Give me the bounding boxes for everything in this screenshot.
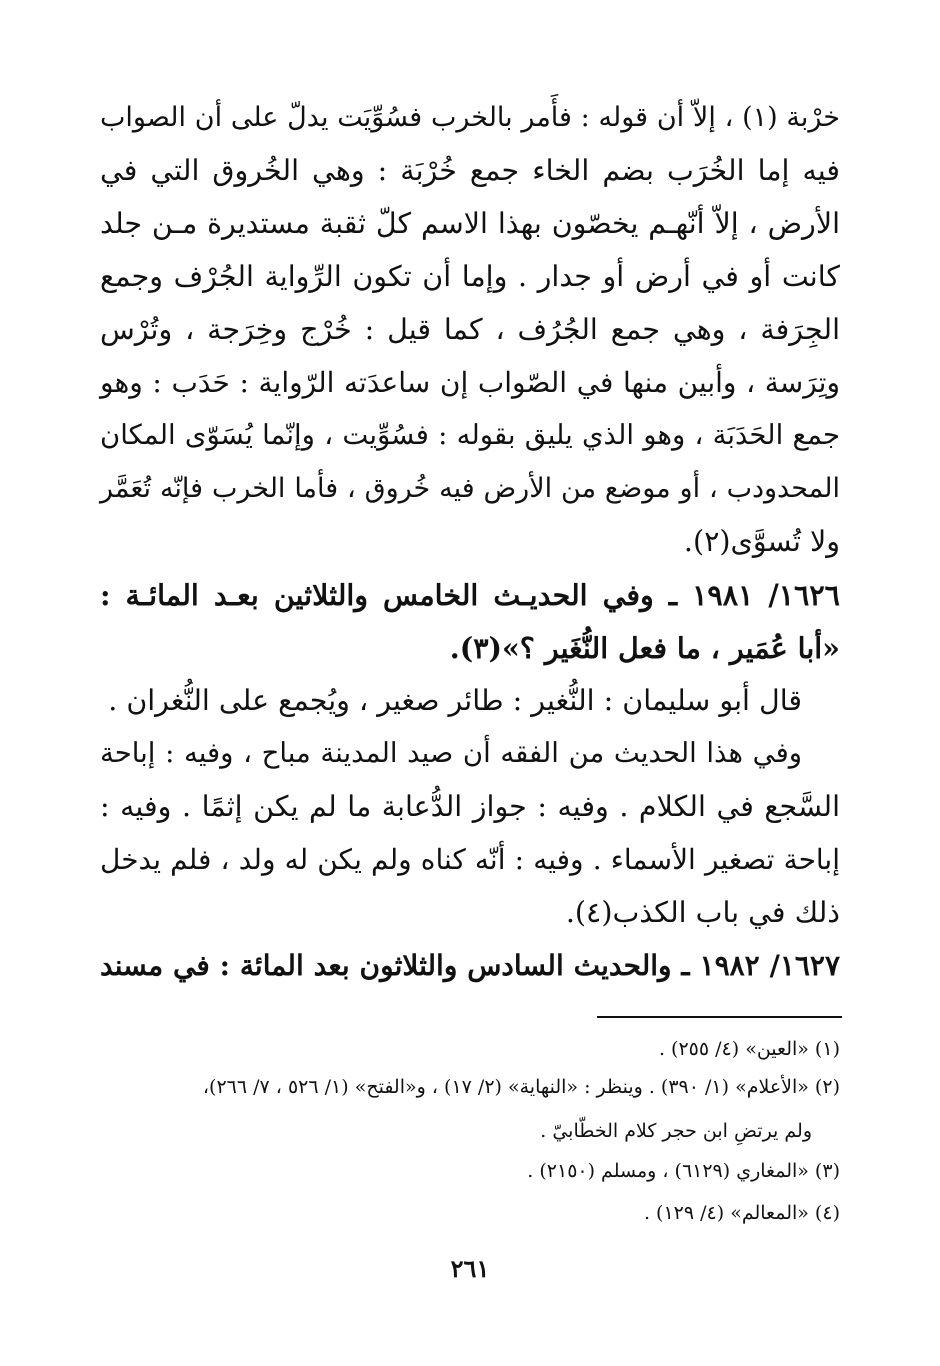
- footnote-4: (٤) «المعالم» (٤/ ١٢٩) .: [643, 1202, 840, 1224]
- body-line-6: وتِرَسة ، وأبين منها في الصّواب إن ساعدَته الرّواية : حَدَب : وهو: [100, 366, 840, 399]
- hadith-text-1626: «أبا عُمَير ، ما فعل النُّغَير ؟»(٣).: [449, 631, 840, 665]
- body-line-8: المحدودب ، أو موضع من الأرض فيه خُروق ، فأما الخرب فإنّه تُعَمَّر: [100, 473, 840, 504]
- commentary-line-1: قال أبو سليمان : النُّغير : طائر صغير ، ويُجمع على النُّغران .: [108, 684, 802, 717]
- body-line-9: ولا تُسوَّى(٢).: [683, 525, 840, 558]
- commentary-line-5: ذلك في باب الكذب(٤).: [565, 896, 840, 929]
- body-line-5: الجِرَفة ، وهي جمع الجُرُف ، كما قيل : خُرْج وخِرَجة ، وتُرْس: [100, 313, 840, 346]
- footnote-3: (٣) «المغاري (٦١٢٩) ، ومسلم (٢١٥٠) .: [527, 1160, 840, 1182]
- footnote-2-continuation: ولم يرتضِ ابن حجر كلام الخطّابيّ .: [540, 1120, 812, 1142]
- commentary-line-3: السَّجع في الكلام . وفيه : جواز الدُّعابة ما لم يكن إثمًا . وفيه :: [100, 790, 840, 823]
- body-line-3: الأرض ، إلاّ أنّهـم يخصّون بهذا الاسم كلّ ثقبة مستديرة مـن جلد: [100, 207, 840, 240]
- footnote-separator: [597, 1016, 842, 1018]
- body-line-4: كانت أو في أرض أو جدار . وإما أن تكون الرِّواية الجُرْف وجمع: [100, 260, 840, 293]
- commentary-line-4: إباحة تصغير الأسماء . وفيه : أنّه كناه ولم يكن له ولد ، فلم يدخل: [100, 843, 840, 876]
- hadith-heading-1626: ١٦٢٦/ ١٩٨١ ـ وفي الحديـث الخامس والثلاثين بعـد المائـة :: [100, 578, 840, 612]
- body-line-1: خرْبة (١) ، إلاّ أن قوله : فأَمر بالخرب فسُوِّيَت يدلّ على أن الصواب: [100, 102, 840, 133]
- body-line-2: فيه إما الخُرَب بضم الخاء جمع خُرْبَة : وهي الخُروق التي في: [100, 154, 840, 187]
- hadith-heading-1627: ١٦٢٧/ ١٩٨٢ ـ والحديث السادس والثلاثون بعد المائة : في مسند: [100, 949, 840, 982]
- page-number: ٢٦١: [450, 1254, 490, 1283]
- body-line-7: جمع الحَدَبَة ، وهو الذي يليق بقوله : فسُوِّيت ، وإنّما يُسَوّى المكان: [100, 419, 840, 451]
- footnote-1: (١) «العين» (٤/ ٢٥٥) .: [658, 1038, 840, 1060]
- commentary-line-2: وفي هذا الحديث من الفقه أن صيد المدينة مباح ، وفيه : إباحة: [100, 737, 802, 769]
- footnote-2: (٢) «الأعلام» (١/ ٣٩٠) . وينظر : «النهاية» (٢/ ١٧) ، و«الفتح» (١/ ٥٢٦ ، ٧/ ٢٦٦)،: [202, 1076, 840, 1098]
